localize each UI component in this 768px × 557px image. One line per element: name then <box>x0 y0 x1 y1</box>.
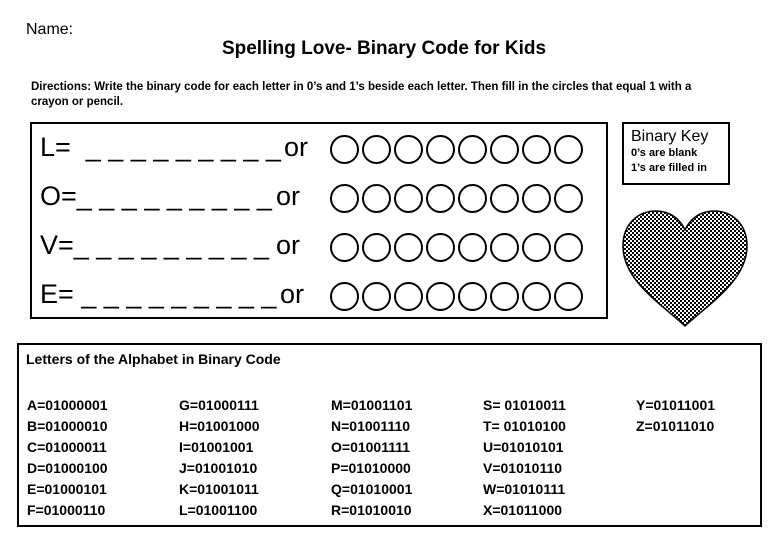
alphabet-column <box>483 395 566 521</box>
binary-code-entry: P=01010000 <box>331 460 411 476</box>
bit-circle[interactable] <box>426 282 455 311</box>
bit-circle[interactable] <box>330 135 359 164</box>
bit-circle[interactable] <box>394 184 423 213</box>
bit-circle[interactable] <box>426 135 455 164</box>
bit-circle[interactable] <box>362 135 391 164</box>
bit-circle[interactable] <box>426 233 455 262</box>
bit-circle[interactable] <box>426 184 455 213</box>
binary-code-entry: E=01000101 <box>27 481 107 497</box>
circle-group <box>330 282 583 311</box>
bit-circle[interactable] <box>330 233 359 262</box>
row-letter-line[interactable]: L= _ _ _ _ _ _ _ _ _ <box>40 132 281 162</box>
circle-group <box>330 184 583 213</box>
binary-code-entry: T= 01010100 <box>483 418 566 434</box>
binary-code-entry: B=01000010 <box>27 418 108 434</box>
row-o <box>40 177 610 221</box>
bit-circle[interactable] <box>490 135 519 164</box>
binary-code-entry: Q=01010001 <box>331 481 413 497</box>
bit-circle[interactable] <box>362 233 391 262</box>
binary-code-entry: U=01010101 <box>483 439 564 455</box>
binary-code-entry: L=01001100 <box>179 502 258 518</box>
bit-circle[interactable] <box>330 282 359 311</box>
binary-code-entry: I=01001001 <box>179 439 254 455</box>
binary-code-entry: G=01000111 <box>179 397 259 413</box>
binary-code-entry: C=01000011 <box>27 439 107 455</box>
binary-key-filled: 1’s are filled in <box>631 162 708 174</box>
row-letter-line[interactable]: O=_ _ _ _ _ _ _ _ _ <box>40 181 272 211</box>
row-letter-line[interactable]: V=_ _ _ _ _ _ _ _ _ <box>40 230 269 260</box>
row-letter-line[interactable]: E= _ _ _ _ _ _ _ _ _ <box>40 279 277 309</box>
binary-code-entry: H=01001000 <box>179 418 260 434</box>
alphabet-reference-box <box>17 343 762 527</box>
page-title: Spelling Love- Binary Code for Kids <box>221 38 547 59</box>
bit-circle[interactable] <box>554 184 583 213</box>
heart-icon <box>620 208 750 330</box>
letters-worksheet-box <box>30 122 608 319</box>
bit-circle[interactable] <box>522 184 551 213</box>
binary-code-entry: D=01000100 <box>27 460 108 476</box>
binary-code-entry: N=01001110 <box>331 418 411 434</box>
binary-code-entry: A=01000001 <box>27 397 108 413</box>
binary-code-entry: S= 01010011 <box>483 397 566 413</box>
bit-circle[interactable] <box>490 184 519 213</box>
bit-circle[interactable] <box>330 184 359 213</box>
alphabet-title: Letters of the Alphabet in Binary Code <box>26 351 281 367</box>
binary-code-entry: O=01001111 <box>331 439 411 455</box>
binary-code-entry: M=01001101 <box>331 397 413 413</box>
or-label: or <box>284 132 309 162</box>
directions-text: Directions: Write the binary code for each letter in 0’s and 1’s beside each letter. Then fill in the circles that equal 1 with a crayon or pencil. <box>31 81 692 108</box>
binary-code-entry: K=01001011 <box>179 481 259 497</box>
alphabet-column <box>27 395 108 521</box>
bit-circle[interactable] <box>554 282 583 311</box>
binary-code-entry: X=01011000 <box>483 502 563 518</box>
binary-code-entry: F=01000110 <box>27 502 106 518</box>
binary-code-entry: Z=01011010 <box>636 418 715 434</box>
binary-key-box <box>622 122 730 185</box>
or-label: or <box>276 181 301 211</box>
or-label: or <box>280 279 305 309</box>
bit-circle[interactable] <box>554 135 583 164</box>
binary-key-blank: 0’s are blank <box>631 147 698 159</box>
alphabet-column <box>179 395 260 521</box>
binary-code-entry: V=01010110 <box>483 460 563 476</box>
binary-code-entry: W=01010111 <box>483 481 566 497</box>
alphabet-column <box>331 395 412 521</box>
row-l <box>40 128 610 172</box>
bit-circle[interactable] <box>394 282 423 311</box>
bit-circle[interactable] <box>362 282 391 311</box>
binary-code-entry: Y=01011001 <box>636 397 716 413</box>
name-label: Name: <box>26 21 74 38</box>
binary-code-entry: R=01010010 <box>331 502 412 518</box>
bit-circle[interactable] <box>522 282 551 311</box>
bit-circle[interactable] <box>394 135 423 164</box>
bit-circle[interactable] <box>458 135 487 164</box>
bit-circle[interactable] <box>394 233 423 262</box>
row-e <box>40 275 610 319</box>
bit-circle[interactable] <box>522 135 551 164</box>
circle-group <box>330 233 583 262</box>
bit-circle[interactable] <box>458 233 487 262</box>
bit-circle[interactable] <box>490 282 519 311</box>
bit-circle[interactable] <box>490 233 519 262</box>
or-label: or <box>276 230 301 260</box>
binary-key-title: Binary Key <box>631 128 709 145</box>
bit-circle[interactable] <box>362 184 391 213</box>
row-v <box>40 226 610 270</box>
bit-circle[interactable] <box>458 184 487 213</box>
bit-circle[interactable] <box>554 233 583 262</box>
bit-circle[interactable] <box>522 233 551 262</box>
alphabet-column <box>636 395 715 437</box>
binary-code-entry: J=01001010 <box>179 460 258 476</box>
circle-group <box>330 135 583 164</box>
bit-circle[interactable] <box>458 282 487 311</box>
